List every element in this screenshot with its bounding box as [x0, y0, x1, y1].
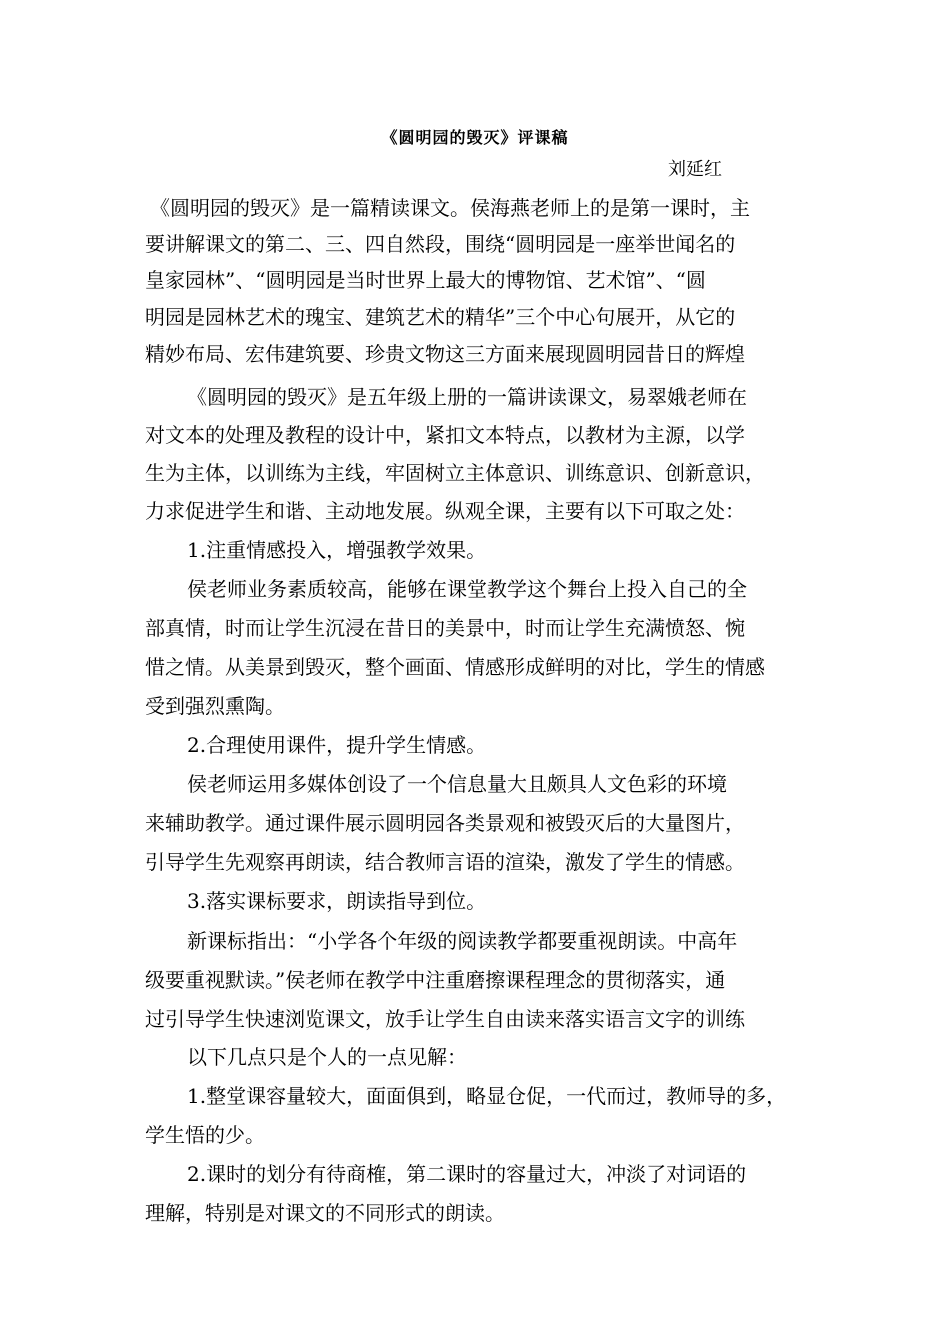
paragraph-line: 明园是园林艺术的瑰宝、建筑艺术的精华”三个中心句展开，从它的	[145, 305, 736, 329]
paragraph-line: 1.整堂课容量较大，面面俱到，略显仓促，一代而过，教师导的多，	[187, 1084, 787, 1108]
document-title: 《圆明园的毁灭》评课稿	[381, 128, 569, 147]
paragraph-line: 以下几点只是个人的一点见解：	[187, 1045, 467, 1069]
paragraph-line: 对文本的处理及教程的设计中，紧扣文本特点，以教材为主源，以学	[145, 423, 745, 447]
paragraph-line: 《圆明园的毁灭》是五年级上册的一篇讲读课文，易翠娥老师在	[187, 385, 747, 409]
paragraph-line: 2.课时的划分有待商榷，第二课时的容量过大，冲淡了对词语的	[187, 1162, 747, 1186]
paragraph-line: 惜之情。从美景到毁灭，整个画面、情感形成鲜明的对比，学生的情感	[145, 655, 765, 679]
paragraph-line: 理解，特别是对课文的不同形式的朗读。	[145, 1201, 505, 1225]
section-heading: 3.落实课标要求，朗读指导到位。	[187, 889, 487, 913]
paragraph-line: 精妙布局、宏伟建筑要、珍贵文物这三方面来展现圆明园昔日的辉煌	[145, 342, 745, 366]
paragraph-line: 部真情，时而让学生沉浸在昔日的美景中，时而让学生充满愤怒、惋	[145, 616, 745, 640]
paragraph-line: 力求促进学生和谐、主动地发展。纵观全课，主要有以下可取之处：	[145, 499, 745, 523]
section-heading: 2.合理使用课件，提升学生情感。	[187, 733, 487, 757]
paragraph-line: 来辅助教学。通过课件展示圆明园各类景观和被毁灭后的大量图片，	[145, 811, 745, 835]
author-name: 刘延红	[668, 159, 722, 180]
section-heading: 1.注重情感投入，增强教学效果。	[187, 538, 487, 562]
paragraph-line: 过引导学生快速浏览课文，放手让学生自由读来落实语言文字的训练	[145, 1007, 745, 1031]
paragraph-line: 皇家园林”、“圆明园是当时世界上最大的博物馆、艺术馆”、“圆	[145, 268, 706, 292]
paragraph-line: 新课标指出：“小学各个年级的阅读教学都要重视朗读。中高年	[187, 929, 738, 953]
paragraph-line: 引导学生先观察再朗读，结合教师言语的渲染，激发了学生的情感。	[145, 850, 745, 874]
paragraph-line: 受到强烈熏陶。	[145, 694, 285, 718]
paragraph-line: 《圆明园的毁灭》是一篇精读课文。侯海燕老师上的是第一课时，主	[150, 196, 750, 220]
paragraph-line: 要讲解课文的第二、三、四自然段，围绕“圆明园是一座举世闻名的	[145, 232, 736, 256]
paragraph-line: 级要重视默读。”侯老师在教学中注重磨擦课程理念的贯彻落实，通	[145, 968, 726, 992]
paragraph-line: 学生悟的少。	[145, 1123, 265, 1147]
paragraph-line: 生为主体，以训练为主线，牢固树立主体意识、训练意识、创新意识，	[145, 461, 765, 485]
paragraph-line: 侯老师运用多媒体创设了一个信息量大且颇具人文色彩的环境	[187, 772, 727, 796]
paragraph-line: 侯老师业务素质较高，能够在课堂教学这个舞台上投入自己的全	[187, 577, 747, 601]
